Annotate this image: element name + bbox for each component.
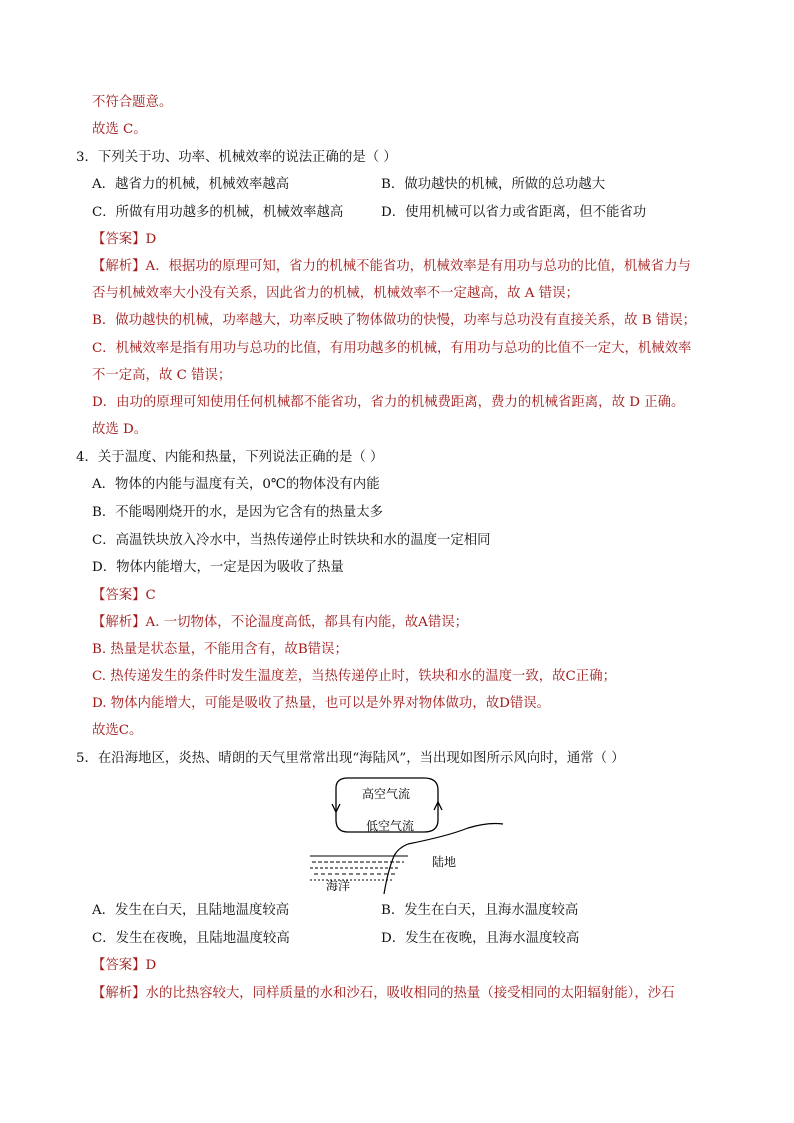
option-4d: D．物体内能增大，一定是因为吸收了热量 <box>92 560 344 575</box>
question-3: 3．下列关于功、功率、机械效率的说法正确的是（ ） <box>76 150 397 165</box>
explanation-line: 不符合题意。 <box>92 95 173 110</box>
land-label: 陆地 <box>432 855 457 869</box>
explanation-line: 否与机械效率大小没有关系，因此省力的机械，机械效率不一定越高，故 A 错误； <box>92 286 579 301</box>
explanation-line: 【解析】A．根据功的原理可知，省力的机械不能省功，机械效率是有用功与总功的比值，机械省力与 <box>92 259 691 274</box>
explanation-line: B. 热量是状态量，不能用含有，故B错误； <box>92 642 348 657</box>
option-4c: C．高温铁块放入冷水中，当热传递停止时铁块和水的温度一定相同 <box>92 533 491 548</box>
question-4: 4．关于温度、内能和热量，下列说法正确的是（ ） <box>76 450 384 465</box>
option-3b: B．做功越快的机械，所做的总功越大 <box>381 177 606 192</box>
explanation-line: 不一定高，故 C 错误； <box>92 368 232 383</box>
option-3a: A．越省力的机械，机械效率越高 <box>92 177 290 192</box>
explanation-line: C. 热传递发生的条件时发生温度差，当热传递停止时，铁块和水的温度一致，故C正确； <box>92 669 616 684</box>
sea-land-breeze-diagram <box>308 776 508 894</box>
explanation-line: 故选 C。 <box>92 122 147 137</box>
answer-5: 【答案】D <box>92 958 157 973</box>
option-4a: A．物体的内能与温度有关，0℃的物体没有内能 <box>92 477 380 492</box>
high-air-label: 高空气流 <box>362 787 411 801</box>
option-5b: B．发生在白天，且海水温度较高 <box>381 903 579 918</box>
explanation-line: 【解析】A. 一切物体，不论温度高低，都具有内能，故A错误； <box>92 615 469 630</box>
coastline <box>408 824 503 845</box>
question-5: 5．在沿海地区，炎热、晴朗的天气里常常出现“海陆风”，当出现如图所示风向时，通常（ ） <box>76 751 625 766</box>
sea-label: 海洋 <box>326 879 351 893</box>
coastline <box>384 844 408 894</box>
explanation-line: B．做功越快的机械，功率越大，功率反映了物体做功的快慢，功率与总功没有直接关系，故 B 错误； <box>92 313 696 328</box>
answer-4: 【答案】C <box>92 588 156 603</box>
low-air-label: 低空气流 <box>366 819 415 833</box>
explanation-line: 【解析】水的比热容较大，同样质量的水和沙石，吸收相同的热量（接受相同的太阳辐射能），沙石 <box>92 986 675 1001</box>
explanation-line: 故选C。 <box>92 723 143 738</box>
explanation-line: D．由功的原理可知使用任何机械都不能省功，省力的机械费距离，费力的机械省距离，故 D 正确。 <box>92 395 685 410</box>
answer-3: 【答案】D <box>92 232 157 247</box>
option-3d: D．使用机械可以省力或省距离，但不能省功 <box>381 205 647 220</box>
explanation-line: D. 物体内能增大，可能是吸收了热量，也可以是外界对物体做功，故D错误。 <box>92 696 551 711</box>
option-5a: A．发生在白天，且陆地温度较高 <box>92 903 290 918</box>
option-4b: B．不能喝刚烧开的水，是因为它含有的热量太多 <box>92 505 384 520</box>
option-5d: D．发生在夜晚，且海水温度较高 <box>381 931 580 946</box>
explanation-line: C．机械效率是指有用功与总功的比值，有用功越多的机械，有用功与总功的比值不一定大，机械效率 <box>92 341 692 356</box>
option-3c: C．所做有用功越多的机械，机械效率越高 <box>92 205 344 220</box>
explanation-line: 故选 D。 <box>92 422 148 437</box>
option-5c: C．发生在夜晚，且陆地温度较高 <box>92 931 290 946</box>
